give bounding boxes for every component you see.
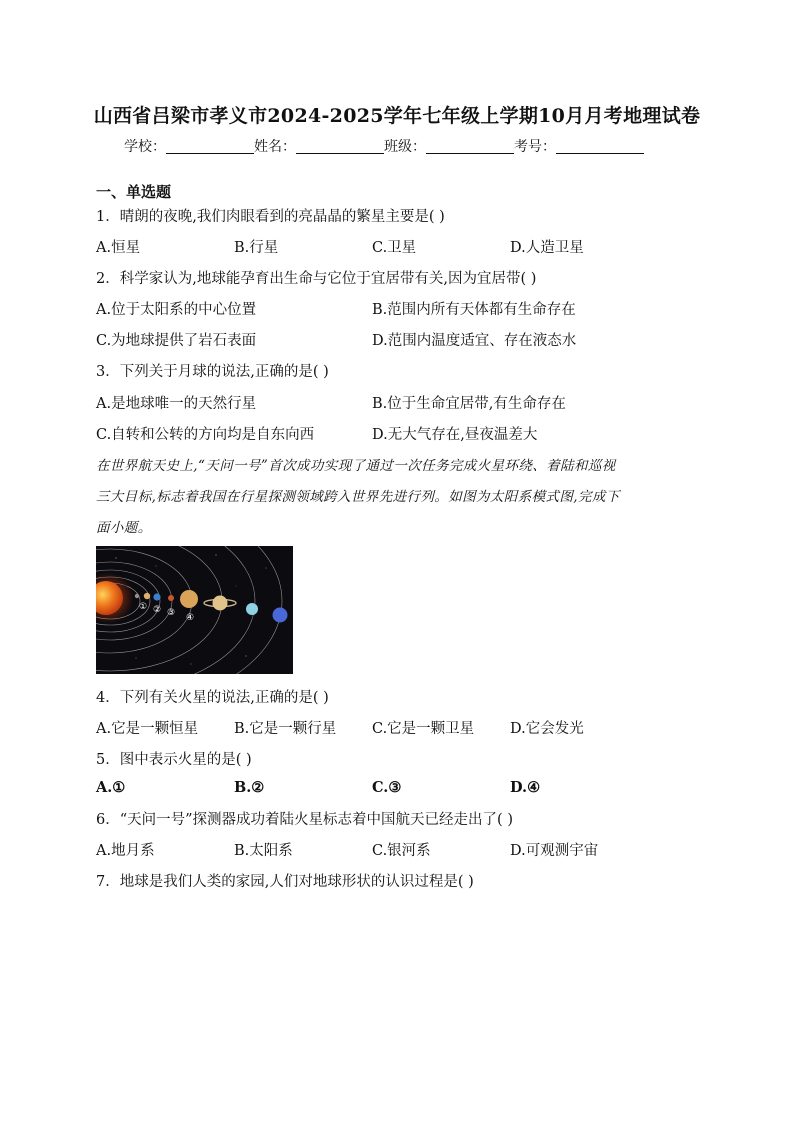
question-5-stem: 5．图中表示火星的是( ) bbox=[96, 752, 252, 768]
q5-option-d: D.④ bbox=[510, 779, 541, 796]
passage-line: 在世界航天史上,“天问一号”首次成功实现了通过一次任务完成火星环绕、着陆和巡视 bbox=[96, 458, 616, 474]
class-label: 班级： bbox=[384, 139, 426, 155]
q6-option-a: A.地月系 bbox=[96, 843, 155, 859]
q2-option-c: C.为地球提供了岩石表面 bbox=[96, 333, 257, 349]
q3-option-b: B.位于生命宜居带,有生命存在 bbox=[372, 396, 566, 412]
q1-option-d: D.人造卫星 bbox=[510, 240, 584, 256]
exam-number-label: 考号： bbox=[514, 139, 556, 155]
school-blank bbox=[166, 139, 254, 154]
reading-passage bbox=[96, 451, 700, 544]
saturn bbox=[213, 596, 228, 611]
q4-option-a: A.它是一颗恒星 bbox=[96, 721, 199, 737]
solar-system-figure bbox=[96, 546, 293, 674]
q5-option-a: A.① bbox=[96, 779, 126, 796]
q3-option-a: A.是地球唯一的天然行星 bbox=[96, 396, 257, 412]
figure-label-3: ③ bbox=[166, 608, 176, 618]
section-heading: 一、单选题 bbox=[96, 183, 172, 201]
venus bbox=[144, 593, 150, 599]
q6-option-b: B.太阳系 bbox=[234, 843, 293, 859]
jupiter bbox=[180, 590, 198, 608]
class-blank bbox=[426, 139, 514, 154]
q4-option-b: B.它是一颗行星 bbox=[234, 721, 337, 737]
question-4-stem: 4．下列有关火星的说法,正确的是( ) bbox=[96, 690, 329, 706]
q5-option-c: C.③ bbox=[372, 779, 402, 796]
uranus bbox=[246, 603, 258, 615]
name-label: 姓名： bbox=[254, 139, 296, 155]
q2-option-d: D.范围内温度适宜、存在液态水 bbox=[372, 333, 577, 349]
figure-label-1: ① bbox=[138, 602, 148, 612]
school-label: 学校： bbox=[124, 139, 166, 155]
q1-option-a: A.恒星 bbox=[96, 240, 141, 256]
neptune bbox=[273, 608, 288, 623]
q6-option-d: D.可观测宇宙 bbox=[510, 843, 599, 859]
question-7-stem: 7．地球是我们人类的家园,人们对地球形状的认识过程是( ) bbox=[96, 874, 474, 890]
q4-option-c: C.它是一颗卫星 bbox=[372, 721, 475, 737]
figure-label-4: ④ bbox=[185, 613, 195, 623]
q2-option-a: A.位于太阳系的中心位置 bbox=[96, 302, 257, 318]
question-1-stem: 1．晴朗的夜晚,我们肉眼看到的亮晶晶的繁星主要是( ) bbox=[96, 209, 445, 225]
name-blank bbox=[296, 139, 384, 154]
question-2-stem: 2．科学家认为,地球能孕育出生命与它位于宜居带有关,因为宜居带( ) bbox=[96, 271, 537, 287]
mercury bbox=[135, 594, 139, 598]
q3-option-d: D.无大气存在,昼夜温差大 bbox=[372, 427, 538, 443]
q1-option-b: B.行星 bbox=[234, 240, 279, 256]
question-6-stem: 6．“天问一号”探测器成功着陆火星标志着中国航天已经走出了( ) bbox=[96, 812, 513, 828]
earth bbox=[153, 593, 160, 600]
q6-option-c: C.银河系 bbox=[372, 843, 431, 859]
passage-line: 面小题。 bbox=[96, 520, 152, 536]
question-3-stem: 3．下列关于月球的说法,正确的是( ) bbox=[96, 364, 329, 380]
q2-option-b: B.范围内所有天体都有生命存在 bbox=[372, 302, 576, 318]
passage-line: 三大目标,标志着我国在行星探测领域跨入世界先进行列。如图为太阳系模式图,完成下 bbox=[96, 489, 620, 505]
q1-option-c: C.卫星 bbox=[372, 240, 417, 256]
figure-label-2: ② bbox=[152, 605, 162, 615]
q3-option-c: C.自转和公转的方向均是自东向西 bbox=[96, 427, 315, 443]
page-title: 山西省吕梁市孝义市2024-2025学年七年级上学期10月月考地理试卷 bbox=[93, 105, 701, 127]
q5-option-b: B.② bbox=[234, 779, 265, 796]
mars bbox=[168, 595, 174, 601]
student-info-row bbox=[124, 136, 644, 156]
exam-number-blank bbox=[556, 139, 644, 154]
q4-option-d: D.它会发光 bbox=[510, 721, 584, 737]
